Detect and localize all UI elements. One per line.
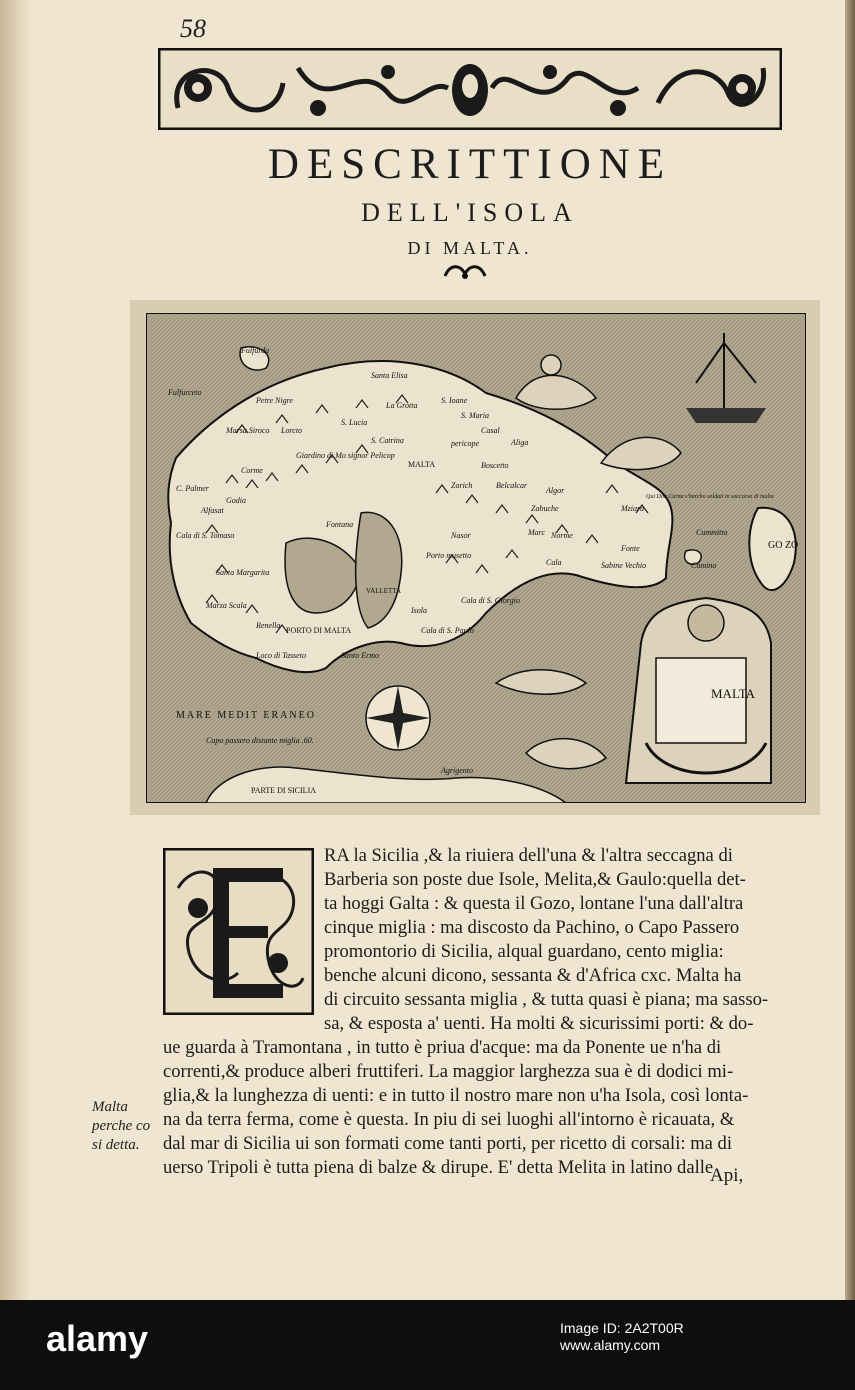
- map-label-nasor: Nasor: [451, 531, 471, 540]
- map-label-cala-san-giorgio: Cala di S. Giorgio: [461, 596, 520, 605]
- map-label-cumino: Cumino: [691, 561, 717, 570]
- watermark-site: www.alamy.com: [560, 1337, 661, 1353]
- body-text-line: benche alcuni dicono, sessanta & d'Africa cxc. Malta ha: [324, 965, 742, 986]
- map-label-aliga: Aliga: [511, 438, 529, 447]
- map-label-renella: Renella: [256, 621, 281, 630]
- body-text-line: uerso Tripoli è tutta piena di balze & dirupe. E' detta Melita in latino dalle: [163, 1157, 714, 1178]
- cartouche-title: MALTA: [711, 686, 755, 701]
- map-label-godia: Godia: [226, 496, 246, 505]
- map-label-valletta: VALLETTA: [366, 587, 402, 595]
- map-label-malta-town: MALTA: [408, 460, 436, 469]
- map-label-distance: Capo passero distante miglia .60.: [206, 736, 314, 745]
- map-label-c-palmer: C. Palmer: [176, 484, 209, 493]
- map-label-santa-margarita: Santa Margarita: [216, 568, 270, 577]
- margin-note-line: Malta: [92, 1099, 128, 1115]
- map-label-fontana: Fontana: [326, 520, 354, 529]
- map-label-sicily: PARTE DI SICILIA: [251, 786, 317, 795]
- map-label-marsa-siroco: Marsa Siroco: [226, 426, 270, 435]
- map-label-la-grotta: La Grotta: [386, 401, 418, 410]
- body-text-line: dal mar di Sicilia ui son formati come tanti porti, per ricetto di corsali: ma di: [163, 1133, 733, 1154]
- map-label-algor: Algor: [546, 486, 565, 495]
- watermark-logo: alamy: [46, 1318, 149, 1359]
- title-ornament-icon: [440, 262, 490, 282]
- watermark-image-id: Image ID: 2A2T00R: [560, 1320, 684, 1336]
- compass-rose-icon: [366, 686, 430, 750]
- title-line-1: DESCRITTIONE: [267, 141, 673, 188]
- map-label-fulfurceto: Fulfurceto: [168, 388, 202, 397]
- map-label-petre-nigre: Petre Nigre: [256, 396, 293, 405]
- map-of-malta: [146, 313, 806, 803]
- body-text-line: ta hoggi Galta : & questa il Gozo, lontane l'una dall'altra: [324, 893, 744, 914]
- page-number: 58: [180, 14, 206, 43]
- map-label-gozo: GO ZO: [768, 540, 799, 551]
- map-label-marc: Marc: [528, 528, 546, 537]
- map-label-isola: Isola: [411, 606, 427, 615]
- margin-note-line: si detta.: [92, 1137, 140, 1153]
- map-label-cala-san-paulo: Cala di S. Paulo: [421, 626, 474, 635]
- book-spine-edge: [845, 0, 855, 1300]
- map-label-norme: Norme: [551, 531, 573, 540]
- body-text-line: sa, & esposta a' uenti. Ha molti & sicurissimi porti: & do-: [324, 1013, 754, 1034]
- map-label-s-ioane: S. Ioane: [441, 396, 468, 405]
- watermark-info: [560, 1320, 684, 1354]
- map-label-corme: Corme: [241, 466, 263, 475]
- body-text-line: glia,& la lunghezza di uenti: e in tutto il nostro mare non u'ha Isola, così lonta-: [163, 1085, 749, 1106]
- catchword: Api,: [710, 1165, 744, 1186]
- body-text-line: RA la Sicilia ,& la riuiera dell'una & l'altra seccagna di: [324, 845, 733, 866]
- map-label-santo-ermo: Santo Ermo: [341, 651, 379, 660]
- map-label-cummitto: Cummitto: [696, 528, 728, 537]
- body-text-line: Barberia son poste due Isole, Melita,& Gaulo:quella det-: [324, 869, 746, 890]
- map-label-cala: Cala: [546, 558, 562, 567]
- map-label-boscetto: Boscetto: [481, 461, 509, 470]
- map-label-marza-scala: Marza Scala: [206, 601, 247, 610]
- map-label-giardino: Giardino di Mo signor Pelicop: [296, 451, 395, 460]
- map-label-santa-maria: S. Maria: [461, 411, 489, 420]
- map-label-sea: MARE MEDIT ERANEO: [176, 710, 316, 721]
- map-label-agrigento: Agrigento: [441, 766, 473, 775]
- map-label-santa-elisa: Santa Elisa: [371, 371, 408, 380]
- map-label-alfasat: Alfasat: [201, 506, 224, 515]
- map-label-fonte: Fonte: [621, 544, 640, 553]
- map-label-casal: Casal: [481, 426, 500, 435]
- map-label-zorich: Zorich: [451, 481, 473, 490]
- body-text-line: di circuito sessanta miglia , & tutta quasi è piana; ma sasso-: [324, 989, 769, 1010]
- map-label-lorcto: Lorcto: [281, 426, 303, 435]
- map-label-porto: PORTO DI MALTA: [286, 626, 352, 635]
- body-text-line: promontorio di Sicilia, alqual guardano, cento miglia:: [324, 941, 724, 962]
- body-text-line: correnti,& produce alberi fruttiferi. La maggior larghezza sua è di dodici mi-: [163, 1061, 734, 1082]
- margin-note-line: perche co: [92, 1118, 151, 1134]
- body-text-line: na da terra ferma, come è questa. In piu di sei luoghi all'intorno è ricauata, &: [163, 1109, 735, 1130]
- title-line-2: DELL'ISOLA: [361, 198, 579, 227]
- margin-note: [92, 1098, 164, 1155]
- ornamental-header-band: [158, 48, 782, 130]
- map-label-santa-catrina: S. Catrina: [371, 436, 404, 445]
- map-label-santa-lucia: S. Lucia: [341, 418, 368, 427]
- map-label-belcalcar: Belcalcar: [496, 481, 528, 490]
- map-label-pericope: pericope: [451, 439, 479, 448]
- map-label-porto-musetto: Porto musetto: [426, 551, 472, 560]
- map-label-loco-di-tasseto: Loco di Tasseto: [256, 651, 306, 660]
- map-label-cala-san-tomaso: Cala di S. Tomaso: [176, 531, 235, 540]
- title-line-3: DI MALTA.: [407, 238, 533, 258]
- map-label-zabuche: Zabuche: [531, 504, 559, 513]
- map-label-soccorso: Qui Don Carna s'barcho soldati in soccorso di malta: [646, 494, 774, 500]
- map-label-mziara: Mziara: [621, 504, 645, 513]
- body-text-line: ue guarda à Tramontana , in tutto è priua d'acque: ma da Ponente ue n'ha di: [163, 1037, 722, 1058]
- decorated-initial-e: [163, 848, 314, 1015]
- map-label-fulfurda: Fulfurda: [241, 346, 270, 355]
- body-text-line: cinque miglia : ma discosto da Pachino, o Capo Passero: [324, 917, 740, 938]
- map-label-sabino-vechio: Sabine Vechio: [601, 561, 647, 570]
